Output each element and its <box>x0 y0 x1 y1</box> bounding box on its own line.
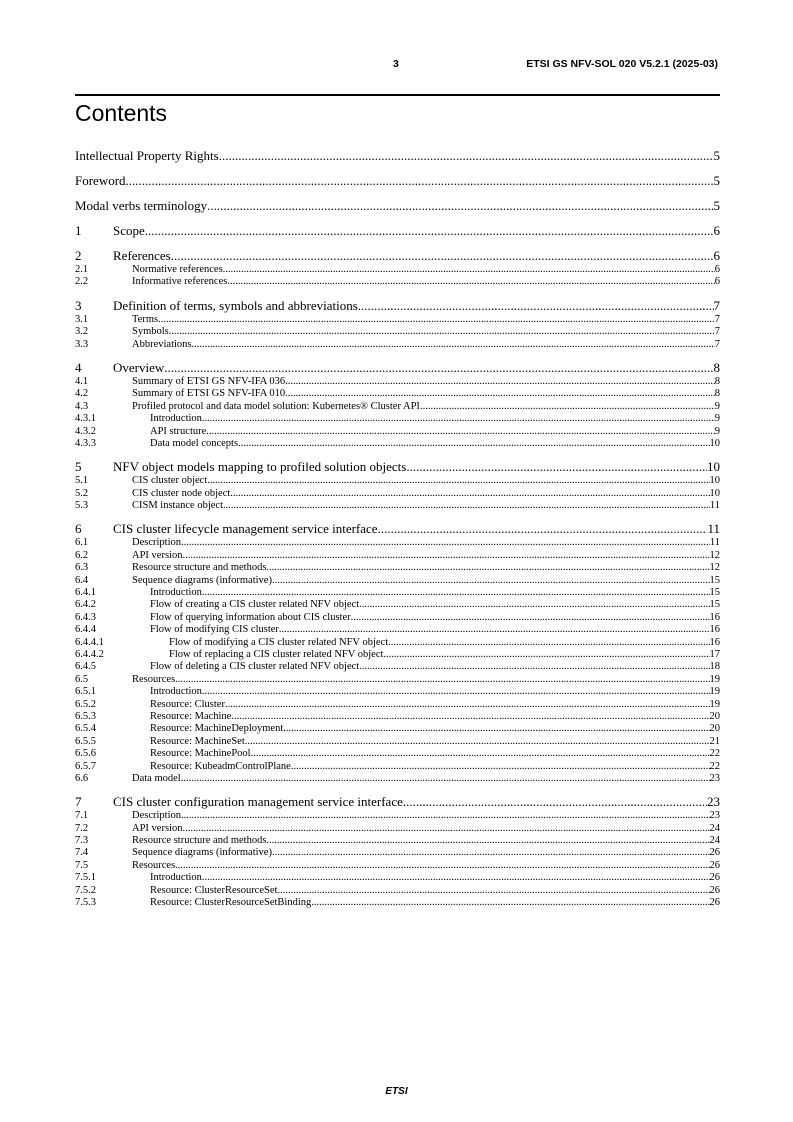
toc-entry-number: 6.5.3 <box>75 710 96 722</box>
toc-entry-label[interactable]: API version <box>132 549 183 561</box>
toc-entry[interactable] <box>75 500 720 512</box>
toc-entry-page[interactable]: 24 <box>709 822 720 834</box>
header-rule <box>75 94 720 96</box>
dot-leader <box>311 897 709 909</box>
dot-leader <box>175 860 709 872</box>
toc-entry-number: 4.3.1 <box>75 413 96 425</box>
toc-entry-label[interactable]: API version <box>132 822 183 834</box>
toc-entry-page[interactable]: 12 <box>709 562 720 574</box>
toc-entry-label[interactable]: Resource: KubeadmControlPlane <box>150 760 291 772</box>
toc-entry-page[interactable]: 16 <box>709 611 720 623</box>
toc-entry-page[interactable]: 11 <box>709 500 720 512</box>
toc-entry-label[interactable]: Flow of creating a CIS cluster related NFV object <box>150 599 360 611</box>
toc-entry[interactable] <box>75 488 720 500</box>
toc-entry-label[interactable]: Flow of replacing a CIS cluster related NFV object <box>169 648 384 660</box>
dot-leader <box>272 575 710 587</box>
toc-entry-label[interactable]: Resource: Machine <box>150 710 232 722</box>
toc-entry-number: 2.2 <box>75 276 89 288</box>
toc-entry[interactable] <box>75 426 720 438</box>
toc-entry-label[interactable]: Terms <box>132 313 159 325</box>
dot-leader <box>158 314 715 326</box>
dot-leader <box>181 537 710 549</box>
toc-entry[interactable] <box>75 438 720 450</box>
dot-leader <box>223 264 715 276</box>
toc-entry[interactable] <box>75 520 720 537</box>
toc-entry-page[interactable]: 8 <box>714 388 720 400</box>
dot-leader <box>383 649 709 661</box>
toc-entry-label[interactable]: Data model <box>132 772 181 784</box>
toc-entry-number: 3.2 <box>75 326 89 338</box>
dot-leader <box>126 172 714 189</box>
toc-entry-label[interactable]: NFV object models mapping to profiled solution objects <box>113 459 407 475</box>
dot-leader <box>266 835 709 847</box>
toc-entry-page[interactable]: 8 <box>714 375 720 387</box>
dot-leader <box>164 359 713 376</box>
toc-entry-number: 6.5.6 <box>75 748 96 760</box>
dot-leader <box>266 562 709 574</box>
toc-entry-page[interactable]: 9 <box>714 400 720 412</box>
toc-entry[interactable] <box>75 793 720 810</box>
toc-entry-label[interactable]: Resource: MachineSet <box>150 735 245 747</box>
dot-leader <box>223 500 710 512</box>
toc-entry-number: 5 <box>75 459 82 475</box>
toc-entry-number: 6.1 <box>75 537 89 549</box>
toc-entry[interactable] <box>75 661 720 673</box>
toc-entry-page[interactable]: 9 <box>714 413 720 425</box>
page-header <box>0 58 793 74</box>
toc-entry-page[interactable]: 15 <box>709 599 720 611</box>
toc-entry-label[interactable]: Summary of ETSI GS NFV-IFA 036 <box>132 375 286 387</box>
toc-entry-page[interactable]: 19 <box>709 686 720 698</box>
toc-entry[interactable] <box>75 624 720 636</box>
dot-leader <box>251 748 710 760</box>
toc-entry-number: 6.5.1 <box>75 686 96 698</box>
toc-entry-page[interactable]: 9 <box>714 425 720 437</box>
toc-entry-page[interactable]: 5 <box>713 148 720 163</box>
toc-entry-page[interactable]: 10 <box>707 459 720 475</box>
toc-entry[interactable] <box>75 711 720 723</box>
toc-entry-number: 6.4.5 <box>75 661 96 673</box>
toc-entry[interactable] <box>75 860 720 872</box>
dot-leader <box>202 587 710 599</box>
toc-entry-label[interactable]: Resources <box>132 673 176 685</box>
toc-entry-number: 4.3.3 <box>75 437 96 449</box>
toc-entry-number: 6 <box>75 521 82 537</box>
dot-leader <box>403 793 707 810</box>
toc-entry-number: 6.4.1 <box>75 587 96 599</box>
toc-entry-label[interactable]: CIS cluster object <box>132 475 208 487</box>
dot-leader <box>225 699 710 711</box>
toc-entry[interactable] <box>75 401 720 413</box>
toc-entry[interactable] <box>75 885 720 897</box>
toc-entry-number: 3 <box>75 297 82 313</box>
toc-entry-label[interactable]: Definition of terms, symbols and abbreviations <box>113 297 358 313</box>
toc-entry-number: 7.5 <box>75 859 89 871</box>
dot-leader <box>182 550 709 562</box>
toc-entry[interactable] <box>75 172 720 189</box>
toc-entry-label[interactable]: Flow of modifying a CIS cluster related NFV object <box>169 636 389 648</box>
toc-entry-label[interactable]: Profiled protocol and data model solution: Kubernetes® Cluster API <box>132 400 420 412</box>
toc-entry-label[interactable]: Summary of ETSI GS NFV-IFA 010 <box>132 388 286 400</box>
toc-entry[interactable] <box>75 276 720 288</box>
toc-entry[interactable] <box>75 599 720 611</box>
toc-entry[interactable] <box>75 773 720 785</box>
toc-entry[interactable] <box>75 699 720 711</box>
toc-entry[interactable] <box>75 835 720 847</box>
toc-entry-label[interactable]: Resource: MachineDeployment <box>150 723 284 735</box>
dot-leader <box>192 339 715 351</box>
toc-entry-label[interactable]: API structure <box>150 425 207 437</box>
toc-entry-page[interactable]: 11 <box>707 521 720 537</box>
toc-entry-label[interactable]: CIS cluster lifecycle management service interface <box>113 521 378 537</box>
toc-entry-page[interactable]: 6 <box>713 223 720 238</box>
toc-entry-page[interactable]: 20 <box>709 723 720 735</box>
dot-leader <box>169 326 715 338</box>
dot-leader <box>359 661 709 673</box>
toc-entry[interactable] <box>75 247 720 264</box>
toc-entry-page[interactable]: 7 <box>714 338 720 350</box>
toc-entry-page[interactable]: 12 <box>709 549 720 561</box>
toc-entry-page[interactable]: 24 <box>709 835 720 847</box>
dot-leader <box>285 388 715 400</box>
toc-entry-number: 6.5.5 <box>75 735 96 747</box>
toc-entry[interactable] <box>75 897 720 909</box>
dot-leader <box>406 458 707 475</box>
toc-entry-label[interactable]: Resource structure and methods <box>132 835 267 847</box>
toc-entry-page[interactable]: 7 <box>714 326 720 338</box>
toc-entry-number: 7.5.1 <box>75 872 96 884</box>
toc-entry-page[interactable]: 18 <box>709 661 720 673</box>
dot-leader <box>358 297 714 314</box>
dot-leader <box>351 612 710 624</box>
dot-leader <box>279 624 710 636</box>
toc-entry-label[interactable]: Modal verbs terminology <box>75 198 208 213</box>
toc-entry-page[interactable]: 22 <box>709 760 720 772</box>
toc-entry-page[interactable]: 26 <box>709 884 720 896</box>
toc-entry-label[interactable]: Resource structure and methods <box>132 562 267 574</box>
toc-entry[interactable] <box>75 575 720 587</box>
toc-entry-page[interactable]: 16 <box>709 624 720 636</box>
dot-leader <box>238 438 709 450</box>
toc-entry-number: 6.4.4 <box>75 624 96 636</box>
toc-entry-page[interactable]: 8 <box>713 359 720 375</box>
toc-entry-number: 7.2 <box>75 822 89 834</box>
dot-leader <box>181 810 710 822</box>
dot-leader <box>272 847 710 859</box>
toc-entry[interactable] <box>75 388 720 400</box>
toc-entry-number: 7 <box>75 794 82 810</box>
toc-entry-page[interactable]: 19 <box>709 698 720 710</box>
toc-entry-page[interactable]: 10 <box>709 487 720 499</box>
toc-entry-number: 5.1 <box>75 475 89 487</box>
toc-entry-label[interactable]: CISM instance object <box>132 500 223 512</box>
toc-entry-page[interactable]: 19 <box>709 673 720 685</box>
toc-entry[interactable] <box>75 537 720 549</box>
toc-entry-number: 6.4.3 <box>75 611 96 623</box>
dot-leader <box>202 413 715 425</box>
toc-entry-label[interactable]: Sequence diagrams (informative) <box>132 574 272 586</box>
table-of-contents <box>75 147 720 909</box>
toc-entry-label[interactable]: Resources <box>132 859 176 871</box>
toc-entry-number: 6.5 <box>75 673 89 685</box>
toc-entry-page[interactable]: 23 <box>707 794 720 810</box>
toc-entry-label[interactable]: Foreword <box>75 173 126 188</box>
toc-entry-label[interactable]: Intellectual Property Rights <box>75 148 219 163</box>
toc-entry-number: 3.1 <box>75 313 89 325</box>
toc-entry[interactable] <box>75 823 720 835</box>
toc-entry-label[interactable]: Resource: ClusterResourceSetBinding <box>150 897 312 909</box>
toc-entry-page[interactable]: 7 <box>713 297 720 313</box>
toc-entry-page[interactable]: 10 <box>709 475 720 487</box>
dot-leader <box>291 761 710 773</box>
toc-entry-number: 3.3 <box>75 338 89 350</box>
dot-leader <box>388 637 709 649</box>
toc-entry[interactable] <box>75 587 720 599</box>
toc-entry-number: 5.2 <box>75 487 89 499</box>
toc-entry-number: 6.5.7 <box>75 760 96 772</box>
dot-leader <box>202 872 710 884</box>
toc-entry-page[interactable]: 6 <box>713 248 720 263</box>
toc-entry-number: 5.3 <box>75 500 89 512</box>
dot-leader <box>283 723 709 735</box>
toc-entry[interactable] <box>75 810 720 822</box>
dot-leader <box>359 599 709 611</box>
dot-leader <box>277 885 709 897</box>
toc-entry[interactable] <box>75 359 720 376</box>
toc-entry-page[interactable]: 5 <box>713 198 720 213</box>
document-id: ETSI GS NFV-SOL 020 V5.2.1 (2025-03) <box>526 58 718 70</box>
toc-entry-label[interactable]: Introduction <box>150 872 202 884</box>
dot-leader <box>202 686 710 698</box>
toc-entry[interactable] <box>75 550 720 562</box>
toc-entry-number: 6.5.4 <box>75 723 96 735</box>
toc-entry-page[interactable]: 26 <box>709 872 720 884</box>
toc-entry-label[interactable]: Informative references <box>132 276 228 288</box>
toc-entry[interactable] <box>75 847 720 859</box>
toc-entry[interactable] <box>75 314 720 326</box>
toc-entry-page[interactable]: 21 <box>709 735 720 747</box>
toc-entry-number: 6.5.2 <box>75 698 96 710</box>
toc-entry-page[interactable]: 20 <box>709 710 720 722</box>
toc-entry-page[interactable]: 6 <box>714 264 720 275</box>
dot-leader <box>378 520 708 537</box>
toc-entry-page[interactable]: 26 <box>709 859 720 871</box>
toc-entry[interactable] <box>75 264 720 276</box>
dot-leader <box>182 823 709 835</box>
toc-entry[interactable] <box>75 475 720 487</box>
toc-entry-label[interactable]: Data model concepts <box>150 437 239 449</box>
toc-entry-number: 6.4.4.2 <box>75 648 104 660</box>
toc-entry-label[interactable]: Flow of modifying CIS cluster <box>150 624 279 636</box>
toc-entry[interactable] <box>75 458 720 475</box>
toc-entry-page[interactable]: 17 <box>709 648 720 660</box>
toc-entry-number: 6.4.4.1 <box>75 636 104 648</box>
toc-entry-number: 7.4 <box>75 847 89 859</box>
toc-entry[interactable] <box>75 649 720 661</box>
dot-leader <box>145 222 714 239</box>
toc-entry[interactable] <box>75 147 720 164</box>
toc-entry-number: 6.4.2 <box>75 599 96 611</box>
toc-entry-label[interactable]: Resource: ClusterResourceSet <box>150 884 278 896</box>
toc-entry-label[interactable]: Introduction <box>150 686 202 698</box>
toc-entry-number: 6.2 <box>75 549 89 561</box>
dot-leader <box>207 475 709 487</box>
toc-entry[interactable] <box>75 748 720 760</box>
toc-entry-number: 4.3 <box>75 400 89 412</box>
toc-entry-number: 2.1 <box>75 264 89 275</box>
toc-entry[interactable] <box>75 686 720 698</box>
toc-entry-label[interactable]: Overview <box>113 359 165 375</box>
toc-entry-label[interactable]: Normative references <box>132 264 223 275</box>
toc-entry-number: 4.3.2 <box>75 425 96 437</box>
toc-entry[interactable] <box>75 674 720 686</box>
dot-leader <box>219 147 714 164</box>
toc-entry[interactable] <box>75 326 720 338</box>
toc-entry-label[interactable]: Flow of deleting a CIS cluster related NFV object <box>150 661 360 673</box>
toc-entry-label[interactable]: CIS cluster configuration management service interface <box>113 794 403 810</box>
toc-entry[interactable] <box>75 562 720 574</box>
dot-leader <box>175 674 709 686</box>
toc-entry[interactable] <box>75 723 720 735</box>
toc-entry-label[interactable]: Description <box>132 537 181 549</box>
page-number: 3 <box>393 58 399 70</box>
toc-entry-label[interactable]: Resource: Cluster <box>150 698 225 710</box>
dot-leader <box>231 711 709 723</box>
page-footer: ETSI <box>385 1086 408 1097</box>
toc-entry-label[interactable]: Abbreviations <box>132 338 192 350</box>
toc-entry[interactable] <box>75 376 720 388</box>
toc-entry[interactable] <box>75 222 720 239</box>
page-title: Contents <box>75 100 168 126</box>
toc-entry-page[interactable]: 26 <box>709 847 720 859</box>
toc-entry-label[interactable]: CIS cluster node object <box>132 487 231 499</box>
toc-entry-number: 6.3 <box>75 562 89 574</box>
toc-entry-number: 7.1 <box>75 810 89 822</box>
dot-leader <box>420 401 715 413</box>
toc-entry[interactable] <box>75 761 720 773</box>
toc-entry[interactable] <box>75 872 720 884</box>
toc-entry-page[interactable]: 15 <box>709 574 720 586</box>
toc-entry-number: 4.2 <box>75 388 89 400</box>
toc-entry-number: 1 <box>75 223 82 238</box>
dot-leader <box>207 197 713 214</box>
toc-entry-page[interactable]: 10 <box>709 437 720 449</box>
toc-entry-page[interactable]: 7 <box>714 313 720 325</box>
toc-entry-label[interactable]: Symbols <box>132 326 169 338</box>
toc-entry-number: 7.3 <box>75 835 89 847</box>
toc-entry-page[interactable]: 26 <box>709 897 720 909</box>
toc-entry[interactable] <box>75 297 720 314</box>
toc-entry-label[interactable]: Description <box>132 810 181 822</box>
toc-entry-number: 6.4 <box>75 574 89 586</box>
toc-entry[interactable] <box>75 736 720 748</box>
toc-entry[interactable] <box>75 339 720 351</box>
dot-leader <box>181 773 710 785</box>
toc-entry-label[interactable]: Scope <box>113 223 145 238</box>
toc-entry-page[interactable]: 5 <box>713 173 720 188</box>
toc-entry-page[interactable]: 23 <box>709 810 720 822</box>
toc-entry-page[interactable]: 16 <box>709 636 720 648</box>
toc-entry-page[interactable]: 23 <box>709 772 720 784</box>
toc-entry-page[interactable]: 11 <box>709 537 720 549</box>
toc-entry-number: 7.5.3 <box>75 897 96 909</box>
dot-leader <box>285 376 715 388</box>
toc-entry-page[interactable]: 6 <box>714 276 720 288</box>
toc-entry-number: 4.1 <box>75 375 89 387</box>
dot-leader <box>230 488 709 500</box>
toc-entry-number: 6.6 <box>75 772 89 784</box>
toc-entry[interactable] <box>75 612 720 624</box>
dot-leader <box>171 247 714 264</box>
toc-entry-label[interactable]: Resource: MachinePool <box>150 748 251 760</box>
dot-leader <box>206 426 714 438</box>
toc-entry-label[interactable]: References <box>113 248 171 263</box>
toc-entry-number: 2 <box>75 248 82 263</box>
toc-entry-page[interactable]: 15 <box>709 587 720 599</box>
toc-entry-number: 4 <box>75 359 82 375</box>
toc-entry-number: 7.5.2 <box>75 884 96 896</box>
toc-entry-label[interactable]: Introduction <box>150 413 202 425</box>
toc-entry-label[interactable]: Flow of querying information about CIS cluster <box>150 611 351 623</box>
toc-entry-label[interactable]: Sequence diagrams (informative) <box>132 847 272 859</box>
toc-entry[interactable] <box>75 637 720 649</box>
dot-leader <box>227 276 714 288</box>
toc-entry[interactable] <box>75 197 720 214</box>
toc-entry-label[interactable]: Introduction <box>150 587 202 599</box>
toc-entry[interactable] <box>75 413 720 425</box>
dot-leader <box>245 736 710 748</box>
toc-entry-page[interactable]: 22 <box>709 748 720 760</box>
